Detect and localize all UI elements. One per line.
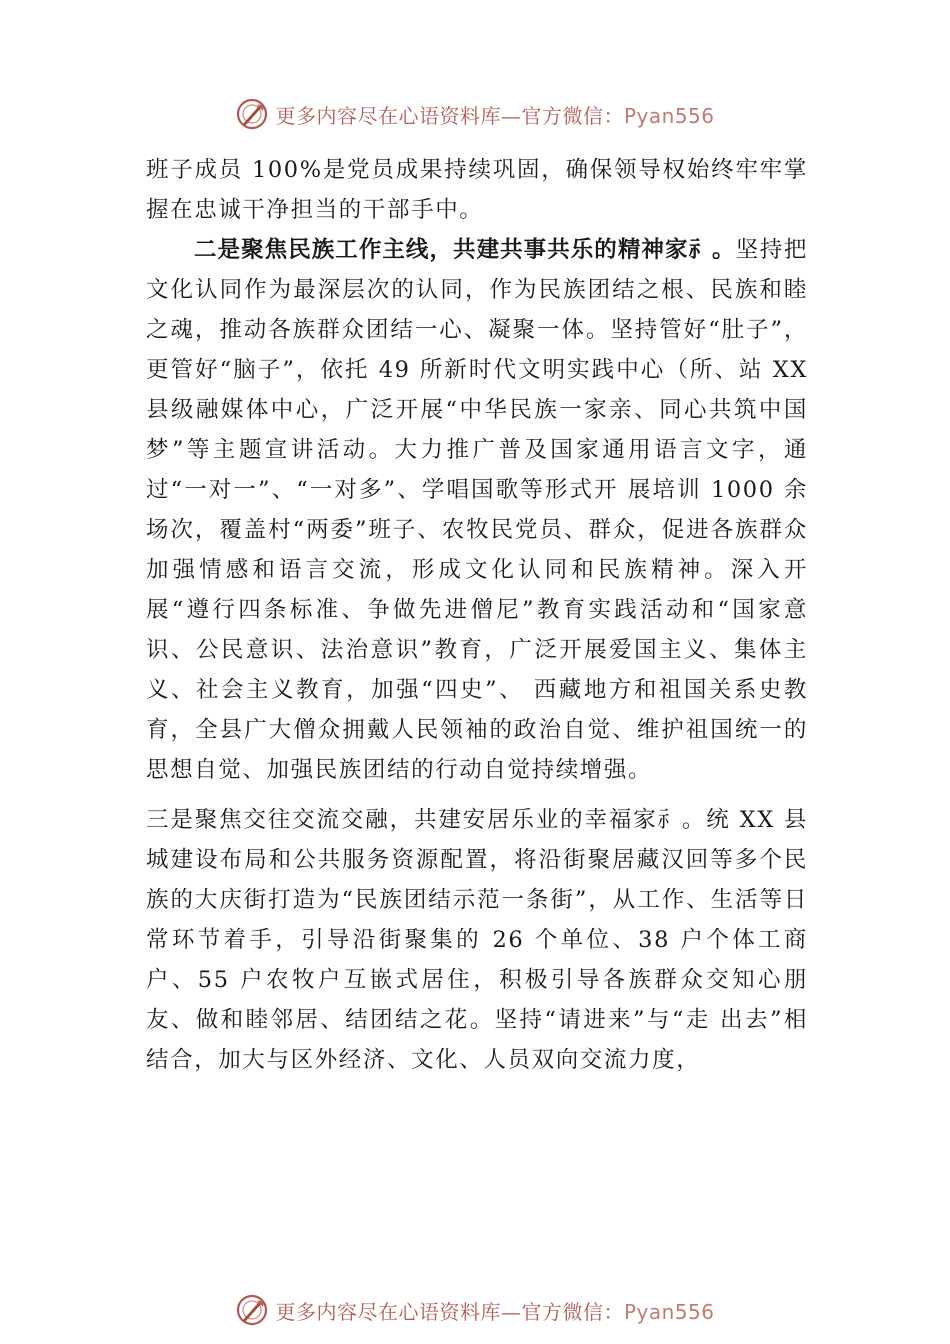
quill-logo-icon — [235, 97, 269, 131]
watermark-text — [275, 1296, 714, 1325]
watermark-text — [275, 100, 714, 129]
watermark-separator: — — [500, 103, 522, 128]
watermark-wechat-id: Pyan556 — [623, 103, 715, 128]
watermark-slogan: 更多内容尽在心语资料库 — [275, 1299, 501, 1324]
paragraph-body: 坚持把文化认同作为最深层次的认同，作为民族团结之根、民族和睦之魂，推动各族群众团结一心、凝聚一体。坚持管好“肚子”，更管好“脑子”，依托 49 所新时代文明实践中心（所、站 XX 县级融媒体中心，广泛开展“中华民族一家亲、同心共筑中国梦”等主题宣讲活动。大力推广普及国家通用语言文字，通过“一对一”、“一对多”、学唱国歌等形式开 展培训 1000 余场次，覆盖村“两委”班子、农牧民党员、群众，促进各族群众加强情感和语言交流，形成文化认同和民族精神。深入开展“遵行四条标准、争做先进僧尼”教育实践活动和“国家意识、公民意识、法治意识”教育，广泛开展爱国主义、集体主义、社会主义教育，加强“四史”、 西藏地方和祖国关系史教育，全县广大僧众拥戴人民领袖的政治自觉、维护祖国统一的思想自觉、加强民族团结的行动自觉持续增强。 — [146, 237, 808, 783]
watermark-slogan: 更多内容尽在心语资料库 — [275, 103, 501, 128]
paragraph-spiritual-home — [146, 230, 808, 790]
paragraph-continuation: 班子成员 100%是党员成果持续巩固，确保领导权始终牢牢掌握在忠诚干净担当的干部手中。 — [146, 157, 808, 223]
watermark-wechat-id: Pyan556 — [623, 1299, 715, 1324]
paragraph-heading-bold: 二是聚焦民族工作主线，共建共事共乐的精神家⺬。 — [194, 237, 736, 263]
quill-logo-icon — [235, 1293, 269, 1327]
paragraph-happy-home: 三是聚焦交往交流交融，共建安居乐业的幸福家⺬。统 XX 县城建设布局和公共服务资源配置，将沿街聚居藏汉回等多个民族的大庆街打造为“民族团结示范一条街”，从工作、生活等日常环节着手，引导沿街聚集的 26 个单位、38 户个体工商户、55 户农牧户互嵌式居住，积极引导各族群众交知心朋友、做和睦邻居、结团结之花。坚持“请进来”与“走 出去”相结合，加大与区外经济、文化、人员双向交流力度， — [146, 807, 808, 1073]
document-body — [146, 150, 808, 1080]
watermark-separator: — — [500, 1299, 522, 1324]
footer-watermark — [0, 1290, 950, 1330]
watermark-wechat-label: 官方微信： — [521, 1299, 624, 1324]
watermark-wechat-label: 官方微信： — [521, 103, 624, 128]
header-watermark — [0, 94, 950, 134]
